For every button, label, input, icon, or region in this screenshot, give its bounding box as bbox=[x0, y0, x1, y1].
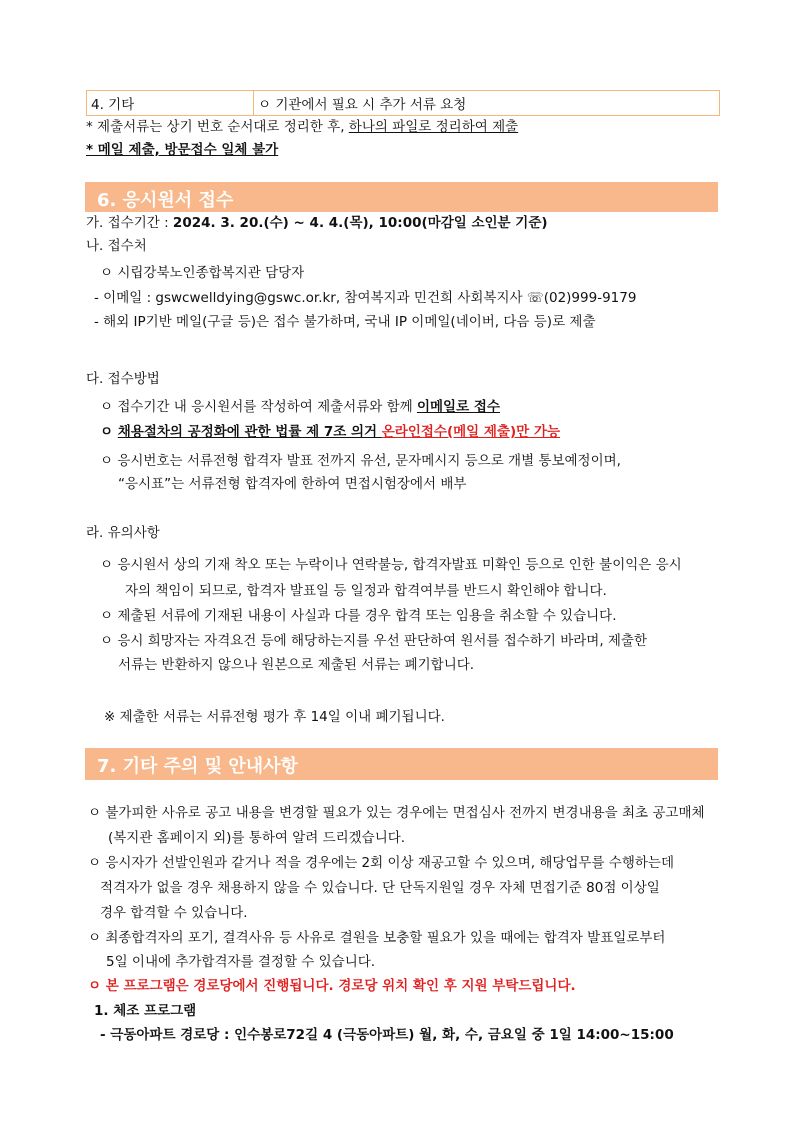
notice-location-warning: ㅇ 본 프로그램은 경로당에서 진행됩니다. 경로당 위치 확인 후 지원 부탁드립니다. bbox=[88, 978, 576, 994]
program-schedule: - 극동아파트 경로당 : 인수봉로72길 4 (극동아파트) 월, 화, 수, 금요일 중 1일 14:00~15:00 bbox=[100, 1027, 674, 1043]
period-label: 가. 접수기간 : bbox=[86, 215, 173, 231]
notice-3-l2: 5일 이내에 추가합격자를 결정할 수 있습니다. bbox=[106, 954, 376, 970]
place-heading: 나. 접수처 bbox=[86, 238, 147, 254]
note-underlined-text: 하나의 파일로 정리하여 제출 bbox=[348, 119, 519, 135]
method-item-law bbox=[100, 423, 560, 441]
notice-2-l2: 적격자가 없을 경우 채용하지 않을 수 있습니다. 단 단독지원일 경우 자체 면접기준 80점 이상일 bbox=[100, 880, 660, 896]
method-heading: 다. 접수방법 bbox=[86, 371, 160, 387]
caution-item-3-l1: ㅇ 응시 희망자는 자격요건 등에 해당하는지를 우선 판단하여 원서를 접수하기 바라며, 제출한 bbox=[100, 633, 648, 649]
note-text: * 제출서류는 상기 번호 순서대로 정리한 후, bbox=[86, 119, 349, 135]
section-7-header bbox=[85, 748, 718, 780]
method-email-emphasis: 이메일로 접수 bbox=[416, 399, 500, 415]
place-item-email: - 이메일 : gswcwelldying@gswc.or.kr, 참여복지과 민건희 사회복지사 ☏(02)999-9179 bbox=[94, 290, 637, 306]
caution-item-3-l2: 서류는 반환하지 않으나 원본으로 제출된 서류는 폐기합니다. bbox=[118, 657, 475, 673]
documents-table bbox=[86, 90, 720, 116]
period-line bbox=[86, 214, 548, 232]
period-value: 2024. 3. 20.(수) ~ 4. 4.(목), 10:00(마감일 소인분 기준) bbox=[172, 215, 548, 231]
notice-1-l2: (복지관 홈페이지 외)를 통하여 알려 드리겠습니다. bbox=[108, 830, 406, 846]
place-item-staff: ㅇ 시립강북노인종합복지관 담당자 bbox=[100, 265, 305, 281]
notice-3-l1: ㅇ 최종합격자의 포기, 결격사유 등 사유로 결원을 보충할 필요가 있을 때에는 합격자 발표일로부터 bbox=[88, 930, 666, 946]
section-6-header bbox=[85, 182, 718, 212]
method-item-notice-l2: “응시표”는 서류전형 합격자에 한하여 면접시험장에서 배부 bbox=[118, 476, 467, 492]
caution-item-1-l1: ㅇ 응시원서 상의 기재 착오 또는 누락이나 연락불능, 합격자발표 미확인 등으로 인한 불이익은 응시 bbox=[100, 557, 682, 573]
caution-heading: 라. 유의사항 bbox=[86, 525, 160, 541]
section-6-title: 6. 응시원서 접수 bbox=[97, 190, 234, 211]
notice-1-l1: ㅇ 불가피한 사유로 공고 내용을 변경할 필요가 있는 경우에는 면접심사 전까지 변경내용을 최초 공고매체 bbox=[88, 805, 705, 821]
notice-2-l3: 경우 합격할 수 있습니다. bbox=[100, 905, 248, 921]
caution-item-2: ㅇ 제출된 서류에 기재된 내용이 사실과 다를 경우 합격 또는 임용을 취소할 수 있습니다. bbox=[100, 608, 617, 624]
note-single-file bbox=[86, 118, 518, 136]
table-label-cell: 4. 기타 bbox=[87, 91, 254, 116]
method-law-text: 채용절차의 공정화에 관한 법률 제 7조 의거 bbox=[117, 424, 382, 440]
note-no-visit: * 메일 제출, 방문접수 일체 불가 bbox=[86, 142, 279, 158]
table-row bbox=[87, 91, 720, 116]
method-item-notice-l1: ㅇ 응시번호는 서류전형 합격자 발표 전까지 유선, 문자메시지 등으로 개별 통보예정이며, bbox=[100, 453, 621, 469]
notice-2-l1: ㅇ 응시자가 선발인원과 같거나 적을 경우에는 2회 이상 재공고할 수 있으며, 해당업무를 수행하는데 bbox=[88, 855, 675, 871]
program-heading: 1. 체조 프로그램 bbox=[94, 1003, 197, 1019]
caution-item-1-l2: 자의 책임이 되므로, 합격자 발표일 등 일정과 합격여부를 반드시 확인해야 합니다. bbox=[125, 583, 607, 599]
place-item-ip: - 해외 IP기반 메일(구글 등)은 접수 불가하며, 국내 IP 이메일(네이버, 다음 등)로 제출 bbox=[94, 314, 596, 330]
method-online-only: 온라인접수(메일 제출)만 가능 bbox=[381, 424, 560, 440]
table-value-cell: ㅇ 기관에서 필요 시 추가 서류 요청 bbox=[254, 91, 720, 116]
bullet: ㅇ bbox=[100, 424, 118, 440]
disposal-note: ※ 제출한 서류는 서류전형 평가 후 14일 이내 폐기됩니다. bbox=[104, 709, 445, 725]
section-7-title: 7. 기타 주의 및 안내사항 bbox=[97, 756, 298, 777]
method-item-email bbox=[100, 398, 500, 416]
method-text: ㅇ 접수기간 내 응시원서를 작성하여 제출서류와 함께 bbox=[100, 399, 417, 415]
